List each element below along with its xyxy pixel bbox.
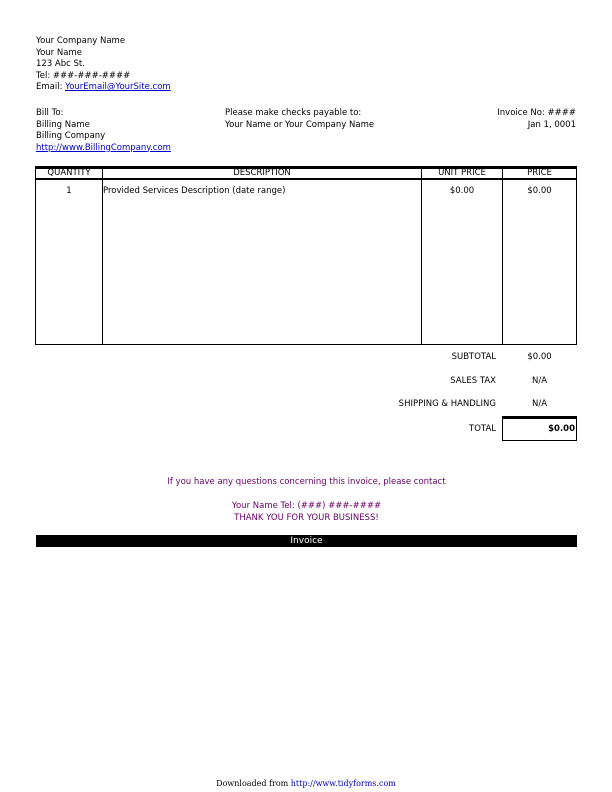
company-tel: Tel: ###-###-#### — [36, 70, 131, 81]
billing-name: Billing Name — [36, 119, 90, 130]
row-unit-price: $0.00 — [449, 186, 475, 196]
contact-message: Your Name Tel: (###) ###-#### — [231, 501, 382, 511]
invoice-bar: Invoice — [36, 535, 577, 547]
bill-to-label: Bill To: — [36, 108, 64, 118]
company-email-label: Email: — [36, 82, 66, 92]
row-description: Provided Services Description (date range) — [103, 186, 286, 196]
row-price: $0.00 — [527, 186, 552, 196]
subtotal-value: $0.00 — [527, 352, 552, 362]
payable-label: Please make checks payable to: — [225, 108, 362, 118]
company-email-link[interactable]: YourEmail@YourSite.com — [65, 82, 171, 92]
billing-company: Billing Company — [36, 131, 106, 141]
table-header-divider — [35, 178, 577, 180]
header-unit-price: UNIT PRICE — [438, 168, 486, 178]
header-quantity: QUANTITY — [47, 168, 91, 178]
company-contact-name: Your Name — [36, 47, 82, 58]
header-description: DESCRIPTION — [233, 168, 291, 178]
footer — [0, 779, 612, 788]
billing-url-link[interactable]: http://www.BillingCompany.com — [36, 142, 171, 153]
header-price: PRICE — [527, 168, 552, 178]
subtotal-label: SUBTOTAL — [451, 352, 496, 362]
thanks-message: THANK YOU FOR YOUR BUSINESS! — [234, 512, 379, 523]
row-quantity: 1 — [66, 186, 72, 196]
total-value: $0.00 — [548, 424, 575, 434]
payable-value: Your Name or Your Company Name — [225, 119, 375, 130]
company-email-line — [36, 82, 171, 94]
invoice-date: Jan 1, 0001 — [527, 119, 576, 130]
sales-tax-label: SALES TAX — [450, 376, 496, 386]
sales-tax-value: N/A — [531, 376, 548, 386]
footer-link[interactable]: http://www.tidyforms.com — [290, 779, 396, 788]
shipping-label: SHIPPING & HANDLING — [398, 399, 496, 409]
shipping-value: N/A — [531, 399, 548, 409]
invoice-number: Invoice No: #### — [497, 108, 576, 118]
questions-message: If you have any questions concerning this invoice, please contact — [167, 477, 446, 487]
total-label: TOTAL — [469, 424, 496, 434]
company-name: Your Company Name — [36, 36, 126, 46]
footer-prefix: Downloaded from — [216, 779, 291, 788]
company-address: 123 Abc St. — [36, 59, 85, 69]
